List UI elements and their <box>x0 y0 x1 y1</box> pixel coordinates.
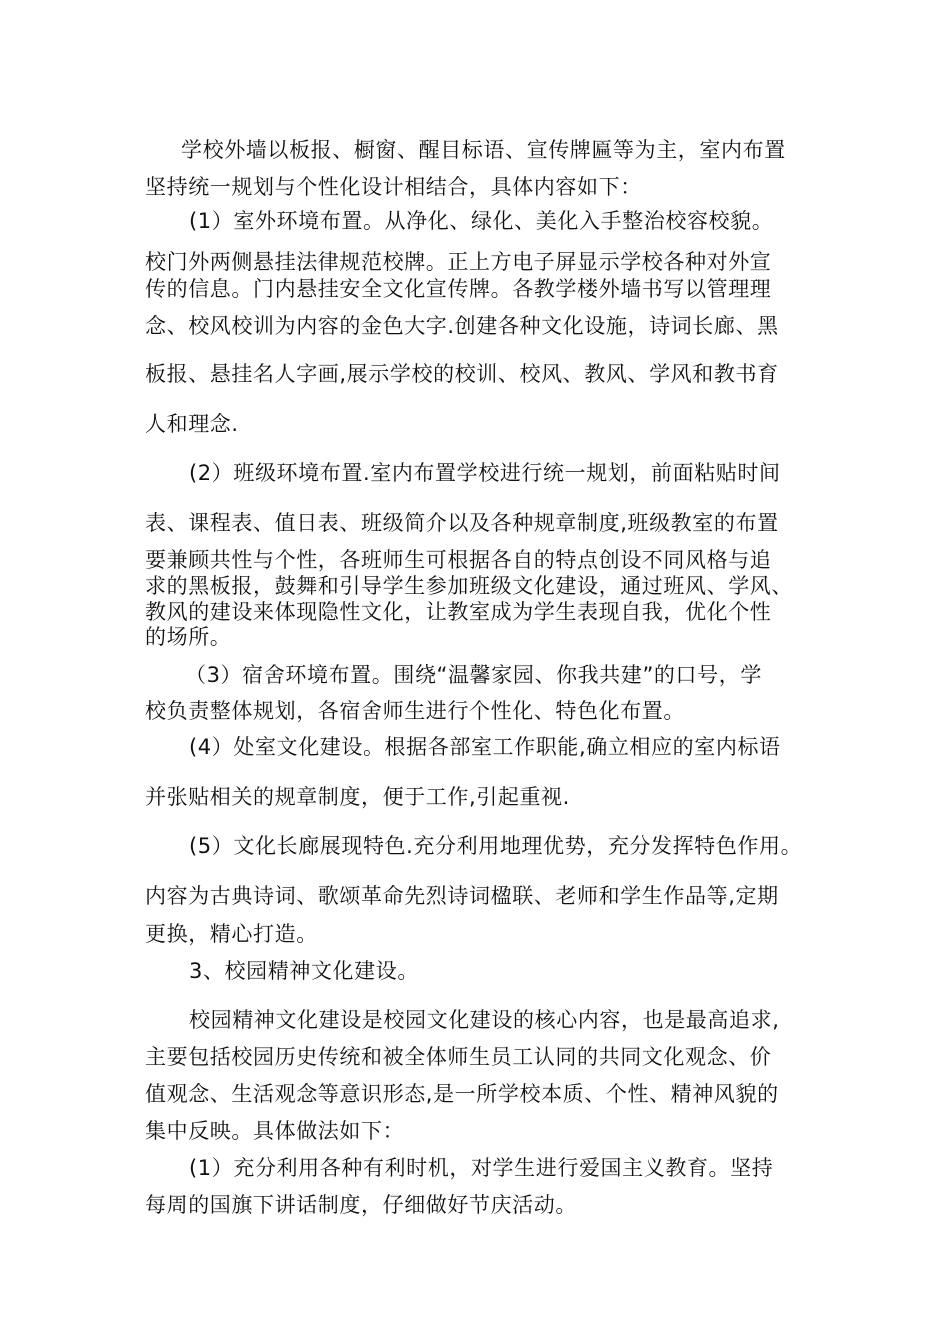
text-line: 集中反映。具体做法如下： <box>145 1119 405 1143</box>
text-line: 人和理念. <box>145 412 239 436</box>
text-line: 坚持统一规划与个性化设计相结合，具体内容如下： <box>145 175 642 199</box>
text-line: (4）处室文化建设。根据各部室工作职能,确立相应的室内标语 <box>189 735 781 759</box>
text-line: 板报、悬挂名人字画,展示学校的校训、校风、教风、学风和教书育 <box>145 362 779 386</box>
text-line: 的场所。 <box>145 625 232 649</box>
section-heading: 3、校园精神文化建设。 <box>189 959 419 983</box>
text-line: (1）充分利用各种有利时机，对学生进行爱国主义教育。坚持 <box>189 1156 774 1180</box>
text-line: 表、课程表、值日表、班级简介以及各种规章制度,班级教室的布置 <box>145 511 779 535</box>
text-line: 校园精神文化建设是校园文化建设的核心内容，也是最高追求, <box>189 1008 780 1032</box>
text-line: (1）室外环境布置。从净化、绿化、美化入手整治校容校貌。 <box>189 209 774 233</box>
text-line: 并张贴相关的规章制度，便于工作,引起重视. <box>145 785 570 809</box>
text-line: 校门外两侧悬挂法律规范校牌。正上方电子屏显示学校各种对外宣 <box>145 250 772 274</box>
text-line: 求的黑板报，鼓舞和引导学生参加班级文化建设，通过班风、学风、 <box>145 574 793 598</box>
text-line: 传的信息。门内悬挂安全文化宣传牌。各教学楼外墙书写以管理理 <box>145 277 772 301</box>
text-line: 念、校风校训为内容的金色大字.创建各种文化设施，诗词长廊、黑 <box>145 314 779 338</box>
text-line: 每周的国旗下讲话制度，仔细做好节庆活动。 <box>145 1193 577 1217</box>
text-line: 学校外墙以板报、橱窗、醒目标语、宣传牌匾等为主，室内布置 <box>181 138 786 162</box>
text-line: 值观念、生活观念等意识形态,是一所学校本质、个性、精神风貌的 <box>145 1082 779 1106</box>
text-line: （3）宿舍环境布置。围绕“温馨家园、你我共建”的口号，学 <box>185 663 762 687</box>
text-line: 主要包括校园历史传统和被全体师生员工认同的共同文化观念、价 <box>145 1045 772 1069</box>
text-line: 要兼顾共性与个性，各班师生可根据各自的特点创设不同风格与追 <box>145 548 772 572</box>
text-line: 内容为古典诗词、歌颂革命先烈诗词楹联、老师和学生作品等,定期 <box>145 884 779 908</box>
text-line: 校负责整体规划，各宿舍师生进行个性化、特色化布置。 <box>145 699 685 723</box>
text-line: (2）班级环境布置.室内布置学校进行统一规划，前面粘贴时间 <box>189 461 781 485</box>
text-line: 教风的建设来体现隐性文化，让教室成为学生表现自我，优化个性 <box>145 600 772 624</box>
text-line: (5）文化长廊展现特色.充分利用地理优势，充分发挥特色作用。 <box>189 834 803 858</box>
text-line: 更换，精心打造。 <box>145 922 318 946</box>
